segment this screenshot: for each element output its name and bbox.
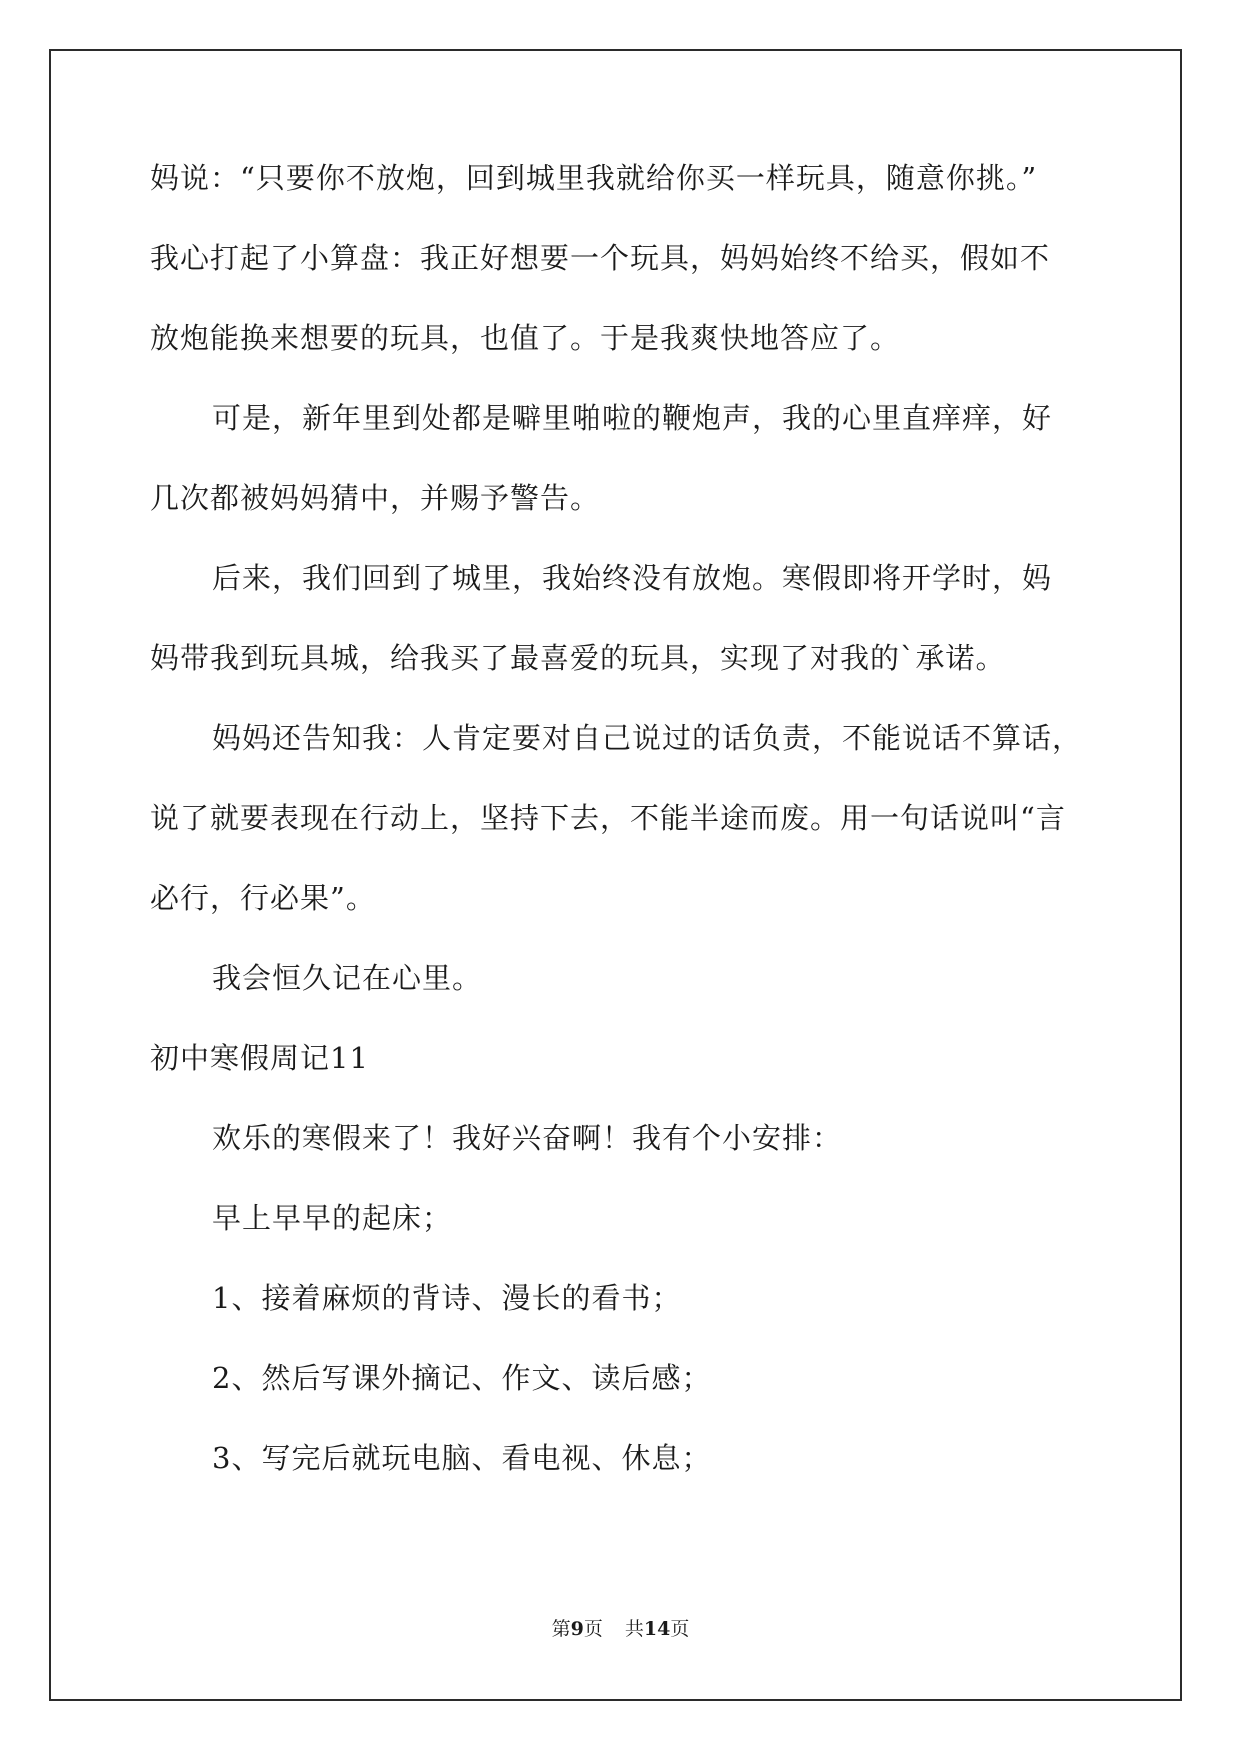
total-prefix: 共 — [624, 1618, 644, 1640]
list-item: 3、写完后就玩电脑、看电视、休息； — [212, 1441, 712, 1475]
page-current: 9 — [570, 1618, 584, 1640]
paragraph-line: 必行，行必果”。 — [150, 881, 376, 915]
page-prefix: 第 — [551, 1618, 571, 1640]
paragraph-line: 早上早早的起床； — [212, 1201, 453, 1235]
document-body — [150, 155, 1083, 1515]
paragraph-line: 妈妈还告知我：人肯定要对自己说过的话负责，不能说话不算话， — [212, 721, 1083, 755]
list-item: 2、然后写课外摘记、作文、读后感； — [212, 1361, 712, 1395]
paragraph-line: 几次都被妈妈猜中，并赐予警告。 — [150, 481, 601, 515]
page-total: 14 — [643, 1618, 671, 1640]
list-item: 1、接着麻烦的背诗、漫长的看书； — [212, 1281, 682, 1315]
page-suffix: 页 — [583, 1618, 603, 1640]
paragraph-line: 可是，新年里到处都是噼里啪啦的鞭炮声，我的心里直痒痒，好 — [212, 401, 1053, 435]
total-suffix: 页 — [670, 1618, 690, 1640]
paragraph-line: 后来，我们回到了城里，我始终没有放炮。寒假即将开学时，妈 — [212, 561, 1053, 595]
paragraph-line: 我会恒久记在心里。 — [212, 961, 483, 995]
section-title: 初中寒假周记11 — [150, 1041, 369, 1075]
paragraph-line: 我心打起了小算盘：我正好想要一个玩具，妈妈始终不给买，假如不 — [150, 241, 1051, 275]
paragraph-line: 妈带我到玩具城，给我买了最喜爱的玩具，实现了对我的`承诺。 — [150, 641, 1006, 675]
paragraph-line: 欢乐的寒假来了！我好兴奋啊！我有个小安排： — [212, 1121, 843, 1155]
paragraph-line: 放炮能换来想要的玩具，也值了。于是我爽快地答应了。 — [150, 321, 901, 355]
paragraph-line: 妈说：“只要你不放炮，回到城里我就给你买一样玩具，随意你挑。” — [150, 161, 1038, 195]
page-footer — [0, 1614, 1241, 1641]
paragraph-line: 说了就要表现在行动上，坚持下去，不能半途而废。用一句话说叫“言 — [150, 801, 1066, 835]
